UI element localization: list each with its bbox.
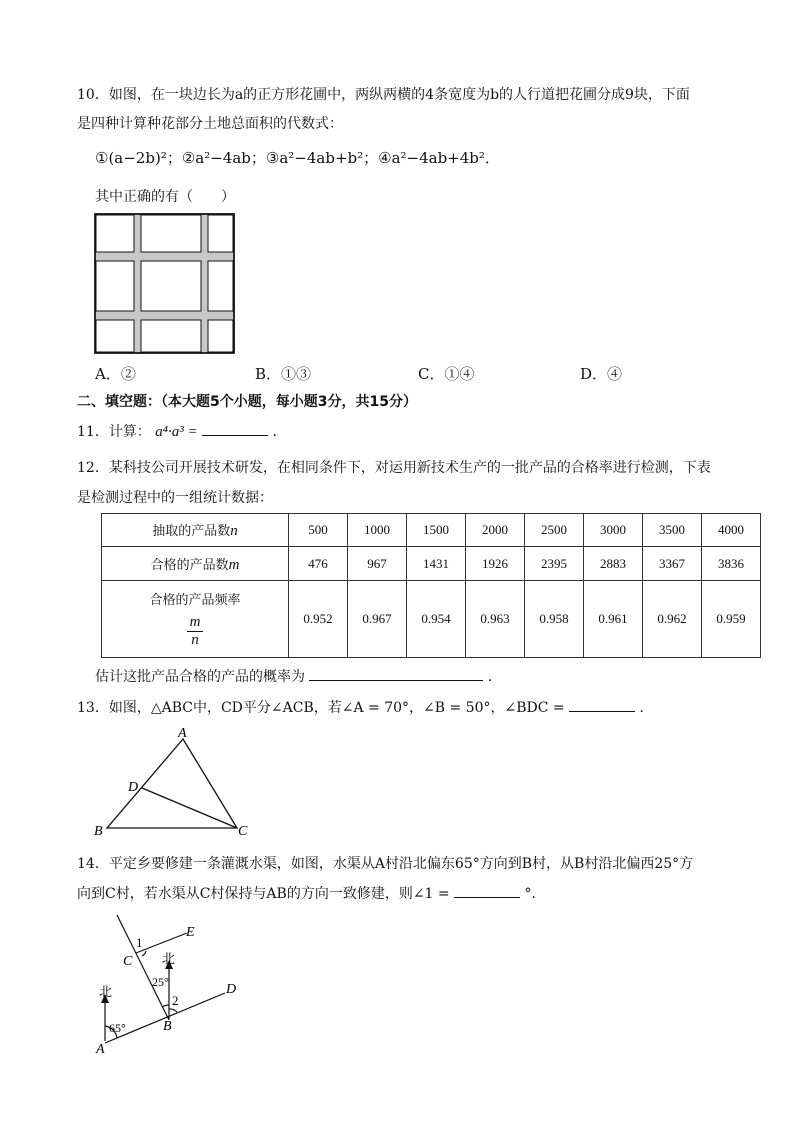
garden-figure (94, 213, 236, 355)
label-b: B (94, 824, 103, 839)
q13-answer-blank[interactable] (569, 697, 635, 712)
fraction-m-over-n: $\frac{m}{n}$ (187, 614, 204, 649)
table-cell: 1926 (466, 547, 525, 581)
q12-line1: 12．某科技公司开展技术研发，在相同条件下，对运用新技术生产的一批产品的合格率进行检测，下表 (77, 460, 711, 476)
q13-text: 13．如图，△ABC中，CD平分∠ACB，若∠A = 70°，∠B = 50°，∠BDC = (77, 700, 565, 716)
table-cell: 0.961 (584, 581, 643, 658)
table-cell: 1000 (348, 514, 407, 547)
arc-2 (169, 1009, 177, 1012)
table-row (102, 581, 761, 658)
table-cell: 2395 (525, 547, 584, 581)
q13-row (77, 697, 654, 717)
label-e: E (186, 925, 195, 940)
q10-line1: 10．如图，在一块边长为a的正方形花圃中，两纵两横的4条宽度为b的人行道把花圃分成9块，下面 (77, 87, 690, 103)
choice-d: D．④ (580, 365, 623, 383)
q14-row2 (77, 883, 546, 903)
q10-prompt: 其中正确的有（ ） (95, 189, 235, 205)
q14-line1: 14．平定乡要修建一条灌溉水渠，如图，水渠从A村沿北偏东65°方向到B村，从B村沿北偏西25°方 (77, 856, 694, 872)
triangle-abc (107, 739, 237, 828)
table-cell: 1431 (407, 547, 466, 581)
table-cell: 967 (348, 547, 407, 581)
section-title: 二、填空题：（本大题5个小题，每小题3分，共15分） (77, 394, 417, 410)
choice-c: C．①④ (418, 365, 475, 383)
line-ad (105, 993, 225, 1043)
table-cell: 1500 (407, 514, 466, 547)
table-cell: 0.962 (643, 581, 702, 658)
label-c: C (238, 824, 248, 839)
q11-answer-blank[interactable] (202, 421, 268, 436)
table-cell: 0.963 (466, 581, 525, 658)
table-cell: 2883 (584, 547, 643, 581)
label-d: D (226, 982, 237, 997)
line-ce (136, 933, 187, 953)
label-b: B (163, 1019, 172, 1034)
triangle-figure (90, 725, 260, 843)
table-row (102, 514, 761, 547)
label-65: 65° (109, 1021, 126, 1035)
table-cell: 3000 (584, 514, 643, 547)
label-d: D (128, 780, 139, 795)
q12-end: ． (487, 669, 502, 685)
table-cell: 500 (289, 514, 348, 547)
label-c: C (123, 954, 133, 969)
stats-table (101, 513, 761, 658)
table-cell: 0.954 (407, 581, 466, 658)
q11-row (77, 421, 287, 441)
q12-line2: 是检测过程中的一组统计数据： (77, 490, 273, 506)
label-a: A (96, 1042, 105, 1057)
arc-25 (162, 1005, 169, 1007)
choice-a: A．② (95, 365, 136, 383)
label-north-a: 北 (99, 984, 113, 999)
q13-end: ． (639, 700, 654, 716)
label-a: A (178, 726, 187, 741)
q10-line2: 是四种计算种花部分土地总面积的代数式： (77, 116, 343, 132)
garden-plots (96, 215, 233, 352)
q11-text: 11．计算： (77, 424, 151, 440)
table-cell: 0.967 (348, 581, 407, 658)
table-cell: 3367 (643, 547, 702, 581)
table-cell: 0.958 (525, 581, 584, 658)
row-header-sampled: 抽取的产品数n (102, 514, 289, 547)
label-2: 2 (172, 993, 179, 1008)
table-cell: 3500 (643, 514, 702, 547)
q11-expr: a⁴·a³ = (155, 424, 198, 440)
canal-figure (85, 910, 255, 1058)
q14-line2: 向到C村，若水渠从C村保持与AB的方向一致修建，则∠1 = (77, 886, 450, 902)
row-header-qualified: 合格的产品数m (102, 547, 289, 581)
table-cell: 3836 (702, 547, 761, 581)
label-north-b: 北 (162, 951, 176, 966)
q14-answer-blank[interactable] (454, 883, 520, 898)
q12-after-row (95, 666, 502, 686)
label-25: 25° (152, 975, 169, 989)
table-cell: 4000 (702, 514, 761, 547)
table-cell: 0.952 (289, 581, 348, 658)
q10-options-expr: ①(a−2b)²；②a²−4ab；③a²−4ab+b²；④a²−4ab+4b²． (95, 149, 500, 167)
choice-b: B．①③ (255, 365, 312, 383)
label-1: 1 (136, 935, 143, 950)
arc-1 (142, 951, 146, 956)
row-header-frequency: 合格的产品频率 $\frac{m}{n}$ (102, 581, 289, 658)
segment-cd (142, 788, 237, 828)
table-cell: 476 (289, 547, 348, 581)
q12-answer-blank[interactable] (309, 666, 483, 681)
table-row (102, 547, 761, 581)
table-cell: 0.959 (702, 581, 761, 658)
table-cell: 2000 (466, 514, 525, 547)
q12-after: 估计这批产品合格的产品的概率为 (95, 669, 305, 685)
q14-end: °． (524, 886, 546, 902)
table-cell: 2500 (525, 514, 584, 547)
q11-end: ． (272, 424, 287, 440)
